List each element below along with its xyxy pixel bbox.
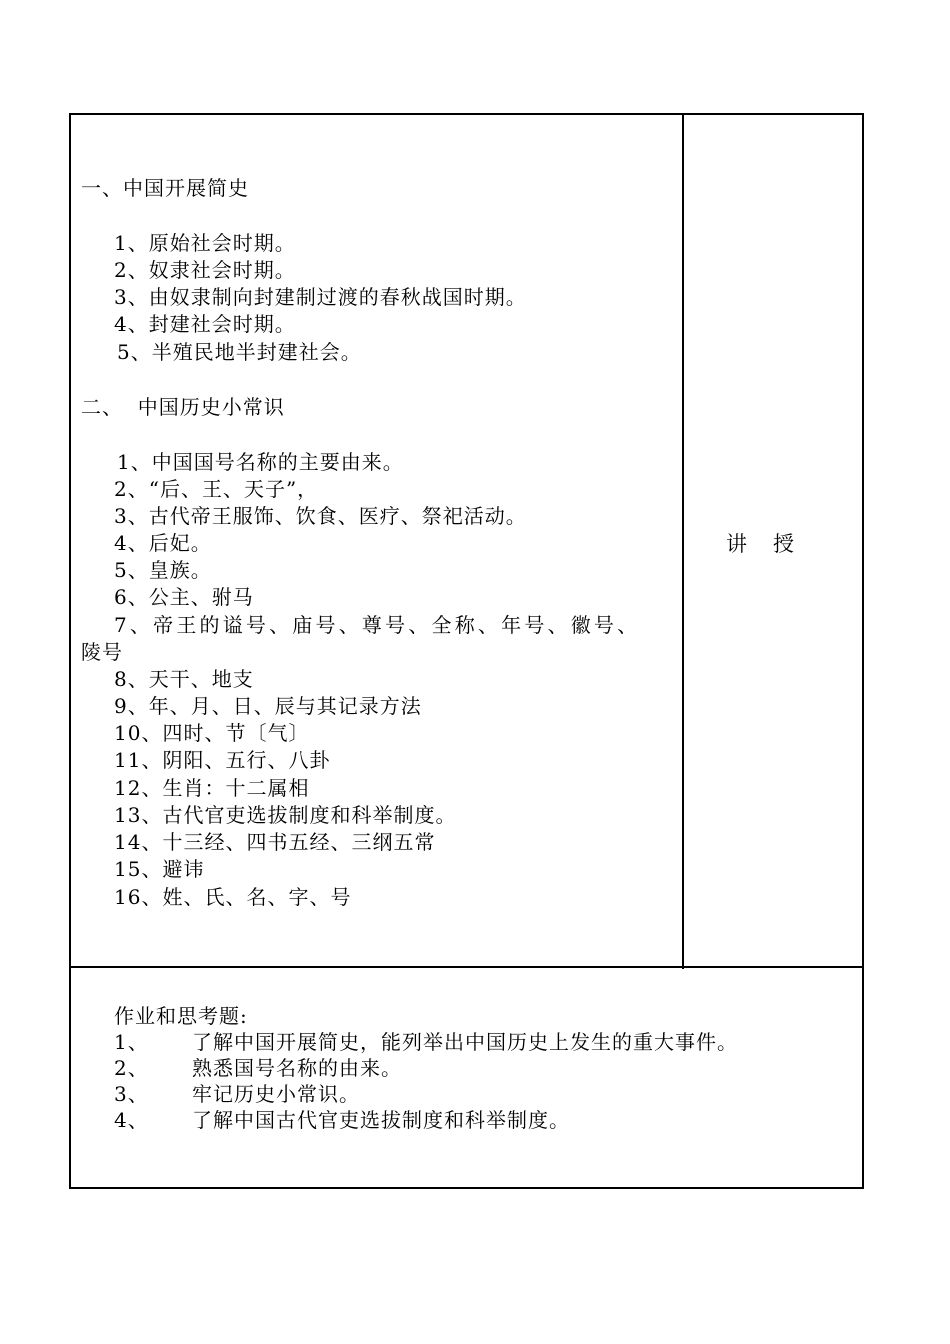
- column-divider: [682, 113, 684, 969]
- homework-item-number: 4、: [114, 1108, 149, 1132]
- homework-item-number: 2、: [114, 1056, 149, 1080]
- section1-item: 5、半殖民地半封建社会。: [117, 340, 362, 364]
- section2-item: 13、古代官吏选拔制度和科举制度。: [114, 803, 457, 827]
- section2-item: 11、阴阳、五行、八卦: [114, 748, 331, 772]
- section1-item: 4、封建社会时期。: [114, 312, 296, 336]
- section2-item: 4、后妃。: [114, 531, 212, 555]
- homework-item-text: 了解中国古代官吏选拔制度和科举制度。: [192, 1108, 570, 1132]
- homework-item-text: 了解中国开展简史，能列举出中国历史上发生的重大事件。: [192, 1030, 738, 1054]
- section2-item: 3、古代帝王服饰、饮食、医疗、祭祀活动。: [114, 504, 527, 528]
- section2-item: 12、生肖：十二属相: [114, 776, 310, 800]
- teaching-method-label: [726, 531, 794, 557]
- section2-heading: 二、 中国历史小常识: [81, 395, 285, 419]
- section2-item: 14、十三经、四书五经、三纲五常: [114, 830, 436, 854]
- section2-item: 9、年、月、日、辰与其记录方法: [114, 694, 422, 718]
- section1-item: 3、由奴隶制向封建制过渡的春秋战国时期。: [114, 285, 527, 309]
- section2-item: 8、天干、地支: [114, 667, 254, 691]
- section2-item: 10、四时、节〔气〕: [114, 721, 310, 745]
- homework-title: 作业和思考题:: [114, 1004, 248, 1028]
- homework-item-text: 牢记历史小常识。: [192, 1082, 360, 1106]
- section2-item: 7、帝王的谥号、庙号、尊号、全称、年号、徽号、: [114, 613, 641, 637]
- section2-item: 1、中国国号名称的主要由来。: [117, 450, 404, 474]
- homework-item-number: 3、: [114, 1082, 149, 1106]
- section2-item: 15、避讳: [114, 857, 205, 881]
- homework-item-text: 熟悉国号名称的由来。: [192, 1056, 402, 1080]
- homework-item-number: 1、: [114, 1030, 149, 1054]
- section1-item: 1、原始社会时期。: [114, 231, 296, 255]
- section2-item: 2、“后、王、天子”，: [114, 477, 319, 501]
- label-char-1: 讲: [726, 532, 747, 556]
- section2-item: 16、姓、氏、名、字、号: [114, 885, 352, 909]
- section2-item-continuation: 陵号: [81, 640, 123, 664]
- row-divider: [69, 966, 864, 968]
- section1-heading: 一、中国开展简史: [81, 176, 249, 200]
- section1-item: 2、奴隶社会时期。: [114, 258, 296, 282]
- label-char-2: 授: [773, 532, 794, 556]
- section2-item: 5、皇族。: [114, 558, 212, 582]
- section2-item: 6、公主、驸马: [114, 585, 254, 609]
